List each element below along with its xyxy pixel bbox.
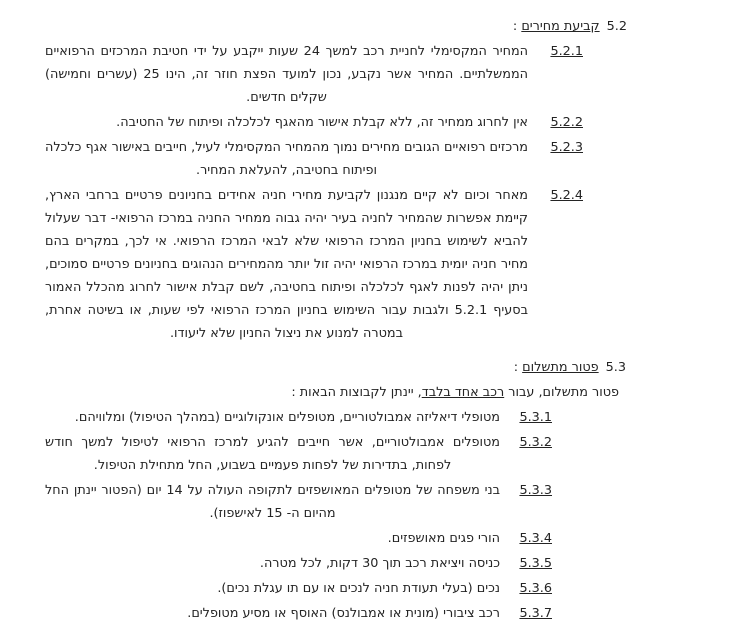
intro-underlined-phrase: רכב אחד בלבד [421, 385, 505, 400]
clause-row-5-3-7 [0, 602, 735, 625]
clause-row-5-2-3 [0, 136, 735, 182]
clause-number: 5.2.2 [550, 115, 583, 130]
clause-number: 5.3.3 [519, 483, 552, 498]
clause-row-5-3-5 [0, 552, 735, 575]
clause-row-5-3-2 [0, 431, 735, 477]
clause-text: כניסה ויציאת רכב תוך 30 דקות, לכל מטרה. [259, 556, 500, 571]
clause-text: מרכזים רפואיים הגובים מחירים נמוך מהמחיר המקסימלי לעיל, חייבים באישור אגף כלכלה ופיתוח בחטיבה, להעלאת המחיר. [45, 140, 528, 178]
section-title: פטור מתשלום [522, 360, 599, 375]
intro-prefix: פטור מתשלום, עבור [504, 385, 619, 400]
clause-row-5-3-1 [0, 406, 735, 429]
exemption-intro-line [0, 381, 735, 404]
clause-number: 5.3.7 [519, 606, 552, 621]
clause-number: 5.3.6 [519, 581, 552, 596]
clause-text: המחיר המקסימלי לחניית רכב למשך 24 שעות ייקבע על ידי חטיבת המרכזים הרפואיים הממשלתיים. המחיר אשר נקבע, נכון למועד הפצת חוזר זה, הינו 25 (עשרים וחמישה) שקלים חדשים. [45, 44, 528, 105]
clause-number: 5.2.4 [550, 188, 583, 203]
clause-row-5-2-2 [0, 111, 735, 134]
section-heading-payment-exemption [0, 356, 735, 379]
clause-number: 5.3.1 [519, 410, 552, 425]
clause-text: בני משפחה של מטופלים המאושפזים לתקופה העולה על 14 יום (הפטור יינתן החל מהיום ה- 15 לאישפוז). [45, 483, 500, 521]
section-number: 5.3 [605, 360, 626, 375]
section-heading-pricing [0, 15, 735, 38]
clause-row-5-3-4 [0, 527, 735, 550]
clause-row-5-3-3 [0, 479, 735, 525]
clause-row-5-2-4 [0, 184, 735, 345]
clause-text: מאחר וכיום לא קיים מנגנון לקביעת מחירי חניה אחידים בחניונים פרטיים ברחבי הארץ, קיימת אפשרות שהמחיר לחניה בעיר יהיה גבוה ממחיר החניה במרכז הרפואי- דבר שעלול להביא לשימוש בחניון המרכז הרפואי שלא לבאי המרכז הרפואי. אי לכך, במקרים בהם מחיר חניה יומית במרכז הרפואי יהיה זול יותר מהמחירים הנהוגים בחניונים פרטיים סמוכים, ניתן יהיה לפנות לאגף לכלכלה ופיתוח בחטיבה, לשם קבלת אישור לחרוג מהכלל האמור בסעיף 5.2.1 ולגבות עבור השימוש בחניון המרכז הרפואי לפי שעות, או בשיטה אחרת, במטרה למנוע את ניצול החניון שלא ליעודו. [45, 188, 528, 341]
clause-text: אין לחרוג ממחיר זה, ללא קבלת אישור מהאגף לכלכלה ופיתוח של החטיבה. [116, 115, 528, 130]
clause-text: הורי פגים מאושפזים. [387, 531, 500, 546]
clause-number: 5.2.1 [550, 44, 583, 59]
clause-number: 5.3.4 [519, 531, 552, 546]
section-title-colon: : [512, 19, 522, 34]
clause-row-5-2-1 [0, 40, 735, 109]
clause-text: רכב ציבורי (מונית או אמבולנס) האוסף או מסיע מטופלים. [187, 606, 500, 621]
clause-text: מטופלי דיאליזה אמבולטוריים, מטופלים אונקולוגיים (במהלך הטיפול) ומלוויהם. [74, 410, 500, 425]
section-title: קביעת מחירים [521, 19, 600, 34]
clause-text: מטופלים אמבולטוריים, אשר חייבים להגיע למרכז הרפואי לטיפול למשך חודש לפחות, בתדירות של לפחות פעמיים בשבוע, החל מתחילת הטיפול. [45, 435, 500, 473]
clause-number: 5.3.2 [519, 435, 552, 450]
intro-suffix: , יינתן לקבוצות הבאות : [291, 385, 422, 400]
clause-number: 5.3.5 [519, 556, 552, 571]
clause-text: נכים (בעלי תעודת חניה לנכים או עם תו עגלת נכים). [217, 581, 500, 596]
clause-row-5-3-6 [0, 577, 735, 600]
section-title-colon: : [513, 360, 523, 375]
section-number: 5.2 [606, 19, 627, 34]
clause-number: 5.2.3 [550, 140, 583, 155]
